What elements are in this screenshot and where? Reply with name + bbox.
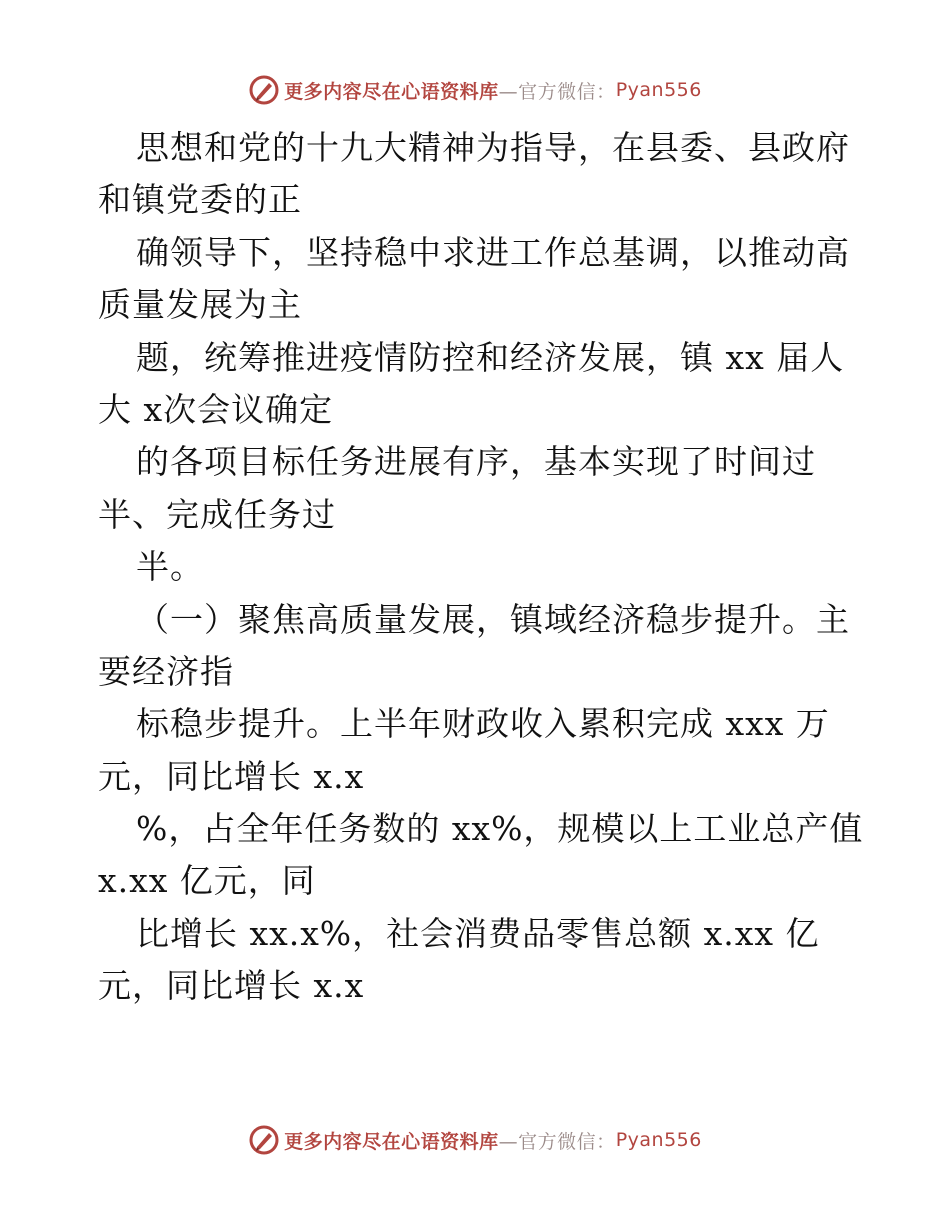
header-wechat-label: —官方微信：: [498, 80, 616, 103]
pen-logo-icon: [248, 74, 280, 106]
header-site-name: 更多内容尽在心语资料库: [284, 80, 499, 103]
text-line: 元，同比增长 x.x: [98, 966, 365, 1006]
text-line: 要经济指: [98, 651, 234, 691]
text-line: 元，同比增长 x.x: [98, 756, 365, 796]
text-line: 大 x次会议确定: [98, 389, 334, 429]
document-body: [98, 122, 864, 1013]
footer-site-name: 更多内容尽在心语资料库: [284, 1130, 499, 1153]
header-banner: [0, 70, 950, 110]
text-line: x.xx 亿元，同: [98, 861, 316, 901]
text-line: 比增长 xx.x%，社会消费品零售总额 x.xx 亿: [136, 913, 820, 953]
text-line: 题，统筹推进疫情防控和经济发展，镇 xx 届人: [136, 337, 845, 377]
text-line: 思想和党的十九大精神为指导，在县委、县政府: [136, 128, 850, 167]
footer-wechat-label: —官方微信：: [498, 1130, 616, 1153]
footer-wechat-id: Pyan556: [615, 1129, 702, 1151]
text-line: 标稳步提升。上半年财政收入累积完成 xxx 万: [136, 704, 830, 744]
text-line: 质量发展为主: [98, 285, 302, 325]
text-line: %，占全年任务数的 xx%，规模以上工业总产值: [136, 809, 864, 849]
header-wechat-id: Pyan556: [615, 79, 702, 101]
text-line: 半、完成任务过: [98, 494, 336, 534]
pen-logo-icon: [248, 1124, 280, 1156]
section-heading-line: （一）聚焦高质量发展，镇域经济稳步提升。主: [136, 599, 850, 639]
text-line: 半。: [136, 547, 204, 587]
footer-banner: [0, 1120, 950, 1160]
text-line: 确领导下，坚持稳中求进工作总基调，以推动高: [136, 232, 850, 272]
text-line: 的各项目标任务进展有序，基本实现了时间过: [136, 442, 816, 482]
text-line: 和镇党委的正: [98, 180, 302, 220]
